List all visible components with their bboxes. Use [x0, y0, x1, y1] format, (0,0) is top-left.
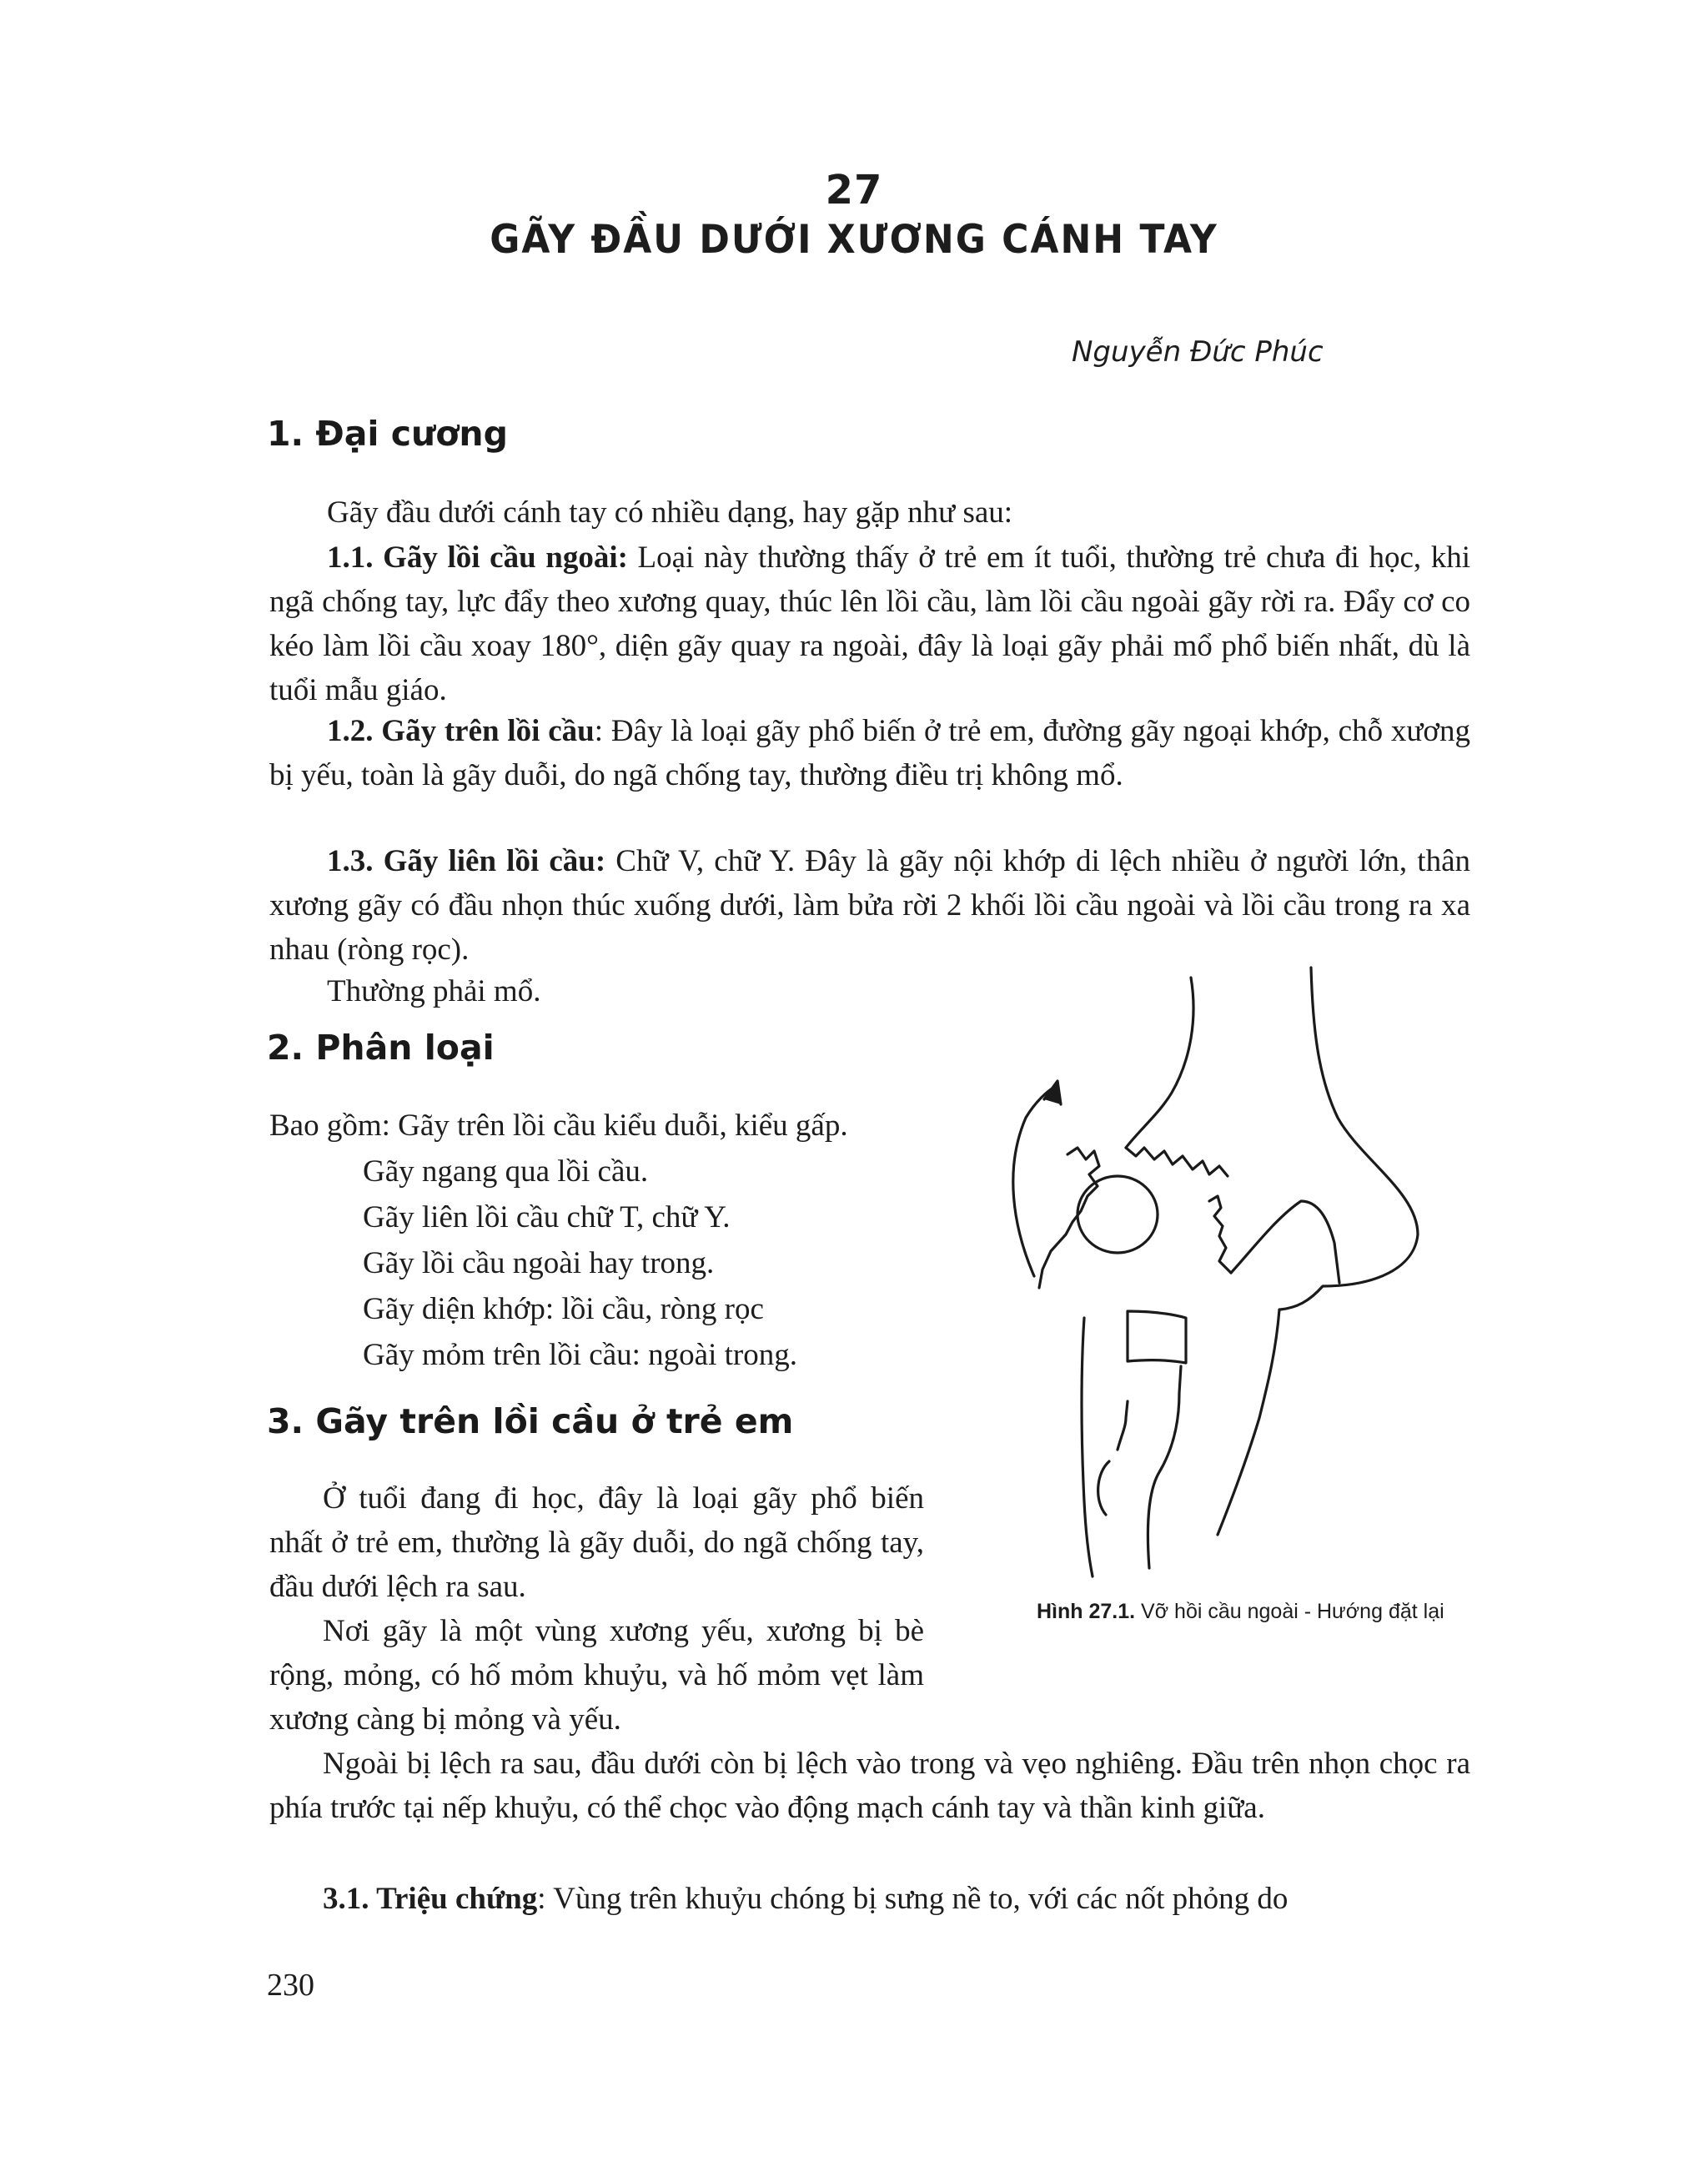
classification-line: Gãy lồi cầu ngoài hay trong.	[363, 1246, 715, 1280]
classification-line: Gãy ngang qua lồi cầu.	[363, 1154, 649, 1189]
section-3-paragraph: Ngoài bị lệch ra sau, đầu dưới còn bị lệch vào trong và vẹo nghiêng. Đầu trên nhọn chọc ra phía trước tại nếp khuỷu, có thể chọc vào động mạch cánh tay và thần kinh giữa.	[269, 1747, 1470, 1825]
section-2-heading: 2. Phân loại	[267, 1028, 495, 1068]
radius-shaft	[1148, 1366, 1181, 1568]
item-1-1-label: 1.1. Gãy lồi cầu ngoài:	[327, 540, 628, 575]
item-1-1-text: Loại này thường thấy ở trẻ em ít tuổi, thường trẻ chưa đi học, khi ngã chống tay, lực đẩy theo xương quay, thúc lên lồi cầu, làm lồi cầu ngoài gãy rời ra. Đẩy cơ co kéo làm lồi cầu xoay 180°, diện gãy quay ra ngoài, đây là loại gãy phải mổ phổ biến nhất, dù là tuổi mẫu giáo.	[269, 540, 1470, 707]
section-3-item-1	[269, 1877, 1470, 1921]
chapter-title: GÃY ĐẦU DƯỚI XƯƠNG CÁNH TAY	[490, 216, 1218, 264]
item-1-3-label: 1.3. Gãy liên lồi cầu:	[327, 844, 606, 878]
figure-caption-label: Hình 27.1.	[1037, 1600, 1136, 1623]
humerus-left-outline	[1126, 978, 1193, 1148]
ulna-inner-outline	[1118, 1401, 1128, 1450]
item-1-2-label: 1.2. Gãy trên lồi cầu	[327, 714, 595, 748]
section-1-intro: Gãy đầu dưới cánh tay có nhiều dạng, hay gặp như sau:	[327, 495, 1013, 530]
section-1-closing: Thường phải mổ.	[327, 974, 541, 1008]
section-1-item-2	[269, 709, 1470, 797]
author: Nguyễn Đức Phúc	[1072, 335, 1324, 369]
fracture-line-upper	[1126, 1148, 1228, 1176]
item-3-1-label: 3.1. Triệu chứng	[323, 1882, 538, 1916]
radius-head	[1128, 1311, 1186, 1363]
figure-caption-text: Vỡ hồi cầu ngoài - Hướng đặt lại	[1135, 1600, 1444, 1623]
forearm-left-outline	[1082, 1318, 1093, 1576]
classification-line: Gãy mỏm trên lồi cầu: ngoài trong.	[363, 1338, 797, 1372]
item-1-2-text: : Đây là loại gãy phổ biến ở trẻ em, đường gãy ngoại khớp, chỗ xương bị yếu, toàn là gãy duỗi, do ngã chống tay, thường điều trị không mổ.	[269, 714, 1470, 792]
section-3-paragraph: Ở tuổi đang đi học, đây là loại gãy phổ biến nhất ở trẻ em, thường là gãy duỗi, do ngã chống tay, đầu dưới lệch ra sau.	[269, 1481, 924, 1604]
section-1-item-1	[269, 535, 1470, 712]
reduction-arrow	[1013, 1086, 1056, 1276]
section-3-heading: 3. Gãy trên lồi cầu ở trẻ em	[267, 1401, 794, 1441]
classification-line: Bao gồm: Gãy trên lồi cầu kiểu duỗi, kiểu gấp.	[269, 1109, 848, 1143]
item-3-1-text: : Vùng trên khuỷu chóng bị sưng nề to, với các nốt phỏng do	[537, 1882, 1289, 1916]
forearm-right-outline	[1218, 1310, 1279, 1535]
chapter-number: 27	[825, 167, 883, 214]
humerus-right-outline	[1280, 968, 1418, 1310]
capitellum-circle	[1078, 1176, 1158, 1253]
olecranon-curve	[1098, 1461, 1109, 1515]
figure-caption	[1037, 1600, 1444, 1624]
section-1-heading: 1. Đại cương	[267, 414, 508, 454]
lateral-condyle-fragment	[1039, 1148, 1099, 1288]
trochlea-outline	[1231, 1201, 1339, 1283]
page-number: 230	[267, 1968, 314, 2003]
fracture-line-inner	[1209, 1196, 1231, 1273]
classification-line: Gãy liên lồi cầu chữ T, chữ Y.	[363, 1200, 731, 1234]
item-1-3-text: Chữ V, chữ Y. Đây là gãy nội khớp di lệch nhiều ở người lớn, thân xương gãy có đầu nhọn thúc xuống dưới, làm bửa rời 2 khối lồi cầu ngoài và lồi cầu trong ra xa nhau (ròng rọc).	[269, 844, 1470, 967]
section-3-paragraph: Nơi gãy là một vùng xương yếu, xương bị bè rộng, mỏng, có hố mỏm khuỷu, và hố mỏm vẹt làm xương càng bị mỏng và yếu.	[269, 1614, 924, 1737]
classification-line: Gãy diện khớp: lồi cầu, ròng rọc	[363, 1292, 764, 1326]
elbow-fracture-illustration	[1001, 951, 1451, 1593]
